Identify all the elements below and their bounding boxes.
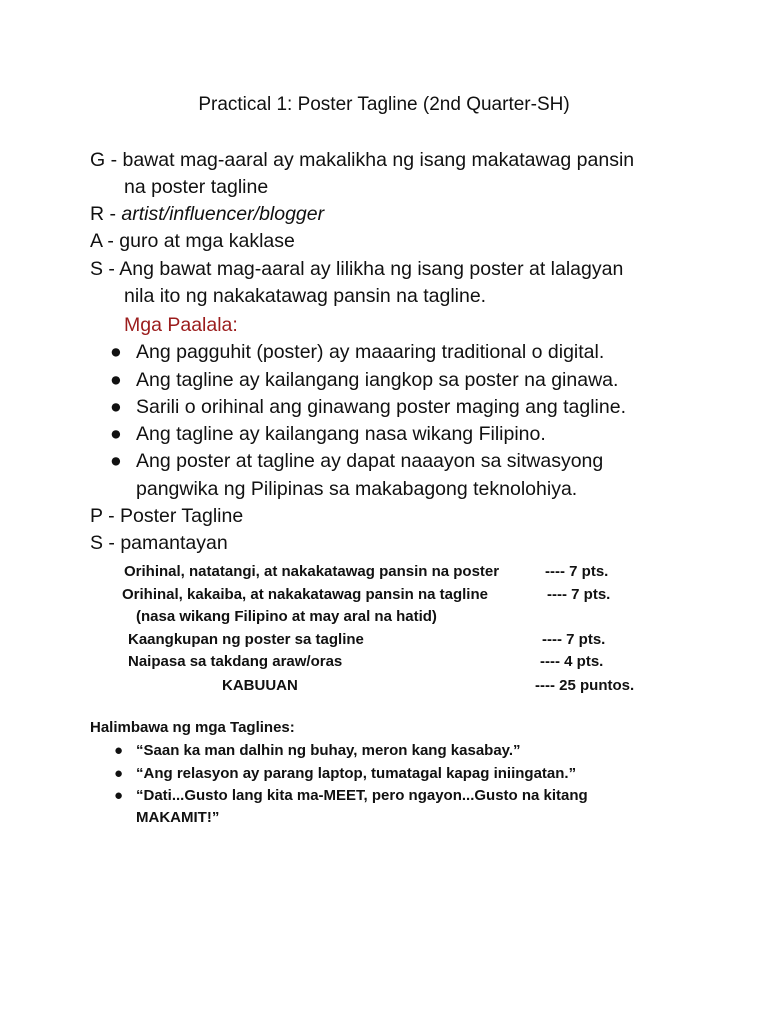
situation-line-continuation: nila ito ng nakakatawag pansin na tagline. bbox=[124, 285, 487, 307]
example-item-continuation: MAKAMIT!” bbox=[136, 809, 220, 826]
reminder-text: Ang tagline ay kailangang nasa wikang Filipino. bbox=[136, 423, 546, 445]
bullet-icon: ● bbox=[110, 369, 122, 391]
rubric-points: ---- 7 pts. bbox=[547, 586, 611, 603]
example-item bbox=[114, 764, 576, 784]
rubric-points: ---- 4 pts. bbox=[540, 653, 604, 670]
bullet-icon: ● bbox=[110, 450, 122, 472]
role-line bbox=[90, 201, 324, 228]
example-item bbox=[114, 786, 588, 806]
rubric-criterion: Kaangkupan ng poster sa tagline bbox=[128, 631, 364, 648]
bullet-icon: ● bbox=[114, 742, 124, 759]
bullet-icon: ● bbox=[114, 765, 124, 782]
rubric-criterion: Naipasa sa takdang araw/oras bbox=[128, 653, 343, 670]
standards-line: S - pamantayan bbox=[90, 532, 228, 554]
product-line: P - Poster Tagline bbox=[90, 505, 244, 527]
reminder-item-continuation: pangwika ng Pilipinas sa makabagong teknolohiya. bbox=[136, 478, 578, 500]
rubric-points: ---- 7 pts. bbox=[545, 563, 609, 580]
bullet-icon: ● bbox=[114, 787, 124, 804]
reminder-item bbox=[110, 448, 603, 475]
reminder-text: Sarili o orihinal ang ginawang poster maging ang tagline. bbox=[136, 396, 626, 418]
reminder-item bbox=[110, 367, 618, 394]
goal-line: G - bawat mag-aaral ay makalikha ng isang makatawag pansin bbox=[90, 149, 635, 171]
example-text: “Dati...Gusto lang kita ma-MEET, pero ngayon...Gusto na kitang bbox=[136, 787, 588, 804]
audience-line: A - guro at mga kaklase bbox=[90, 230, 295, 252]
example-item bbox=[114, 741, 521, 761]
example-text: “Saan ka man dalhin ng buhay, meron kang kasabay.” bbox=[136, 742, 521, 759]
rubric-criterion: Orihinal, kakaiba, at nakakatawag pansin na tagline bbox=[122, 586, 488, 603]
reminder-item bbox=[110, 421, 546, 448]
bullet-icon: ● bbox=[110, 396, 122, 418]
role-value: artist/influencer/blogger bbox=[121, 203, 325, 225]
situation-line: S - Ang bawat mag-aaral ay lilikha ng isang poster at lalagyan bbox=[90, 258, 624, 280]
page-title: Practical 1: Poster Tagline (2nd Quarter-SH) bbox=[198, 94, 570, 115]
rubric-criterion-note: (nasa wikang Filipino at may aral na hatid) bbox=[136, 608, 437, 625]
reminder-item bbox=[110, 339, 604, 366]
role-prefix: R - bbox=[90, 203, 122, 225]
rubric-total-label: KABUUAN bbox=[222, 677, 298, 694]
goal-line-continuation: na poster tagline bbox=[124, 176, 269, 198]
rubric-criterion: Orihinal, natatangi, at nakakatawag pansin na poster bbox=[124, 563, 500, 580]
bullet-icon: ● bbox=[110, 341, 122, 363]
reminder-text: Ang tagline ay kailangang iangkop sa poster na ginawa. bbox=[136, 369, 619, 391]
examples-heading: Halimbawa ng mga Taglines: bbox=[90, 719, 295, 736]
rubric-points: ---- 7 pts. bbox=[542, 631, 606, 648]
reminders-heading: Mga Paalala: bbox=[124, 314, 238, 336]
example-text: “Ang relasyon ay parang laptop, tumatagal kapag iniingatan.” bbox=[136, 765, 577, 782]
reminder-text: Ang pagguhit (poster) ay maaaring traditional o digital. bbox=[136, 341, 605, 363]
bullet-icon: ● bbox=[110, 423, 122, 445]
reminder-text: Ang poster at tagline ay dapat naaayon sa sitwasyong bbox=[136, 450, 604, 472]
rubric-total-points: ---- 25 puntos. bbox=[535, 677, 635, 694]
reminder-item bbox=[110, 394, 626, 421]
